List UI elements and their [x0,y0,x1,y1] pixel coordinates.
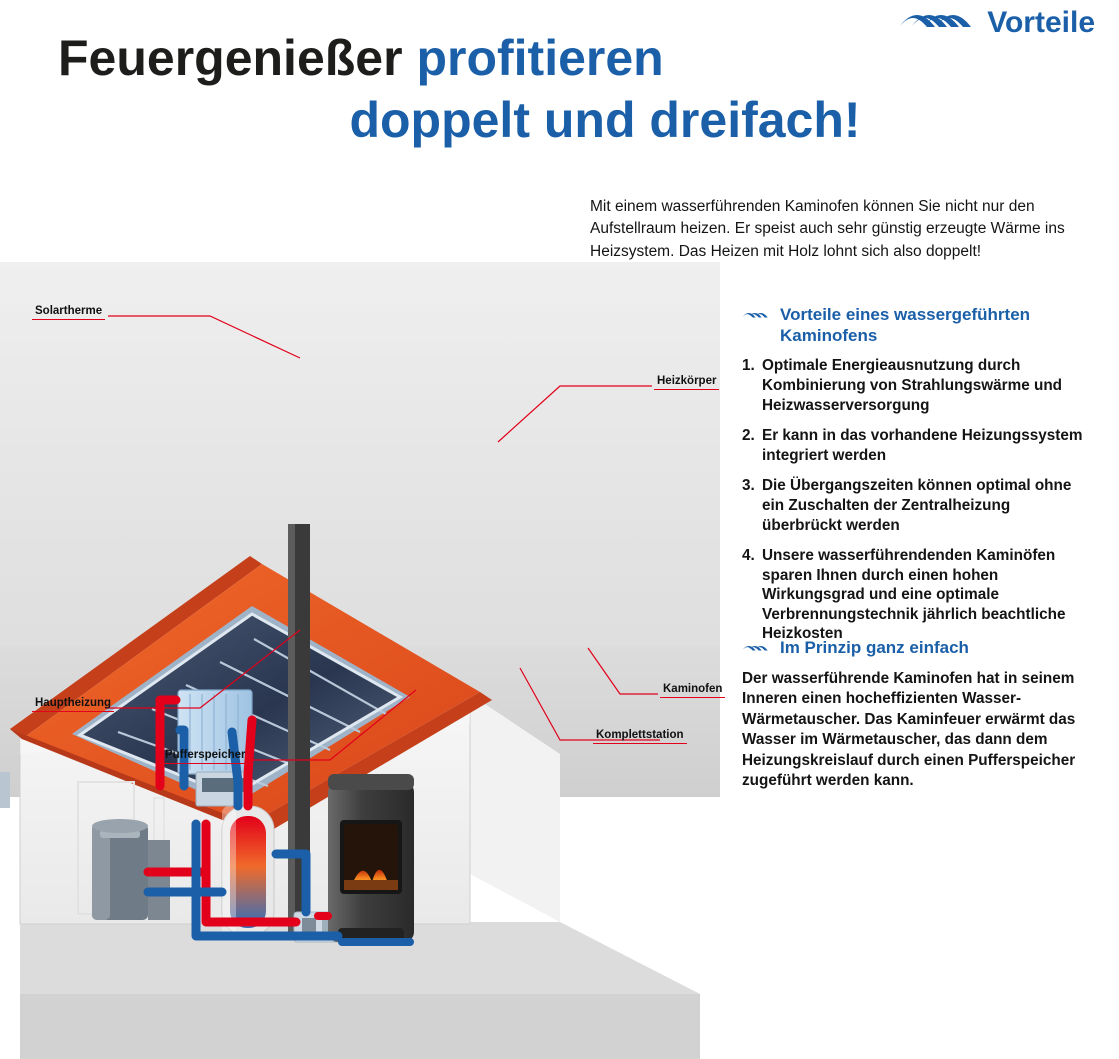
brand-title: Vorteile [987,6,1095,39]
principle-section [742,638,1092,792]
list-item: Er kann in das vorhandene Heizungssystem integriert werden [762,427,1083,464]
principle-text: Der wasserführende Kaminofen hat in seinem Inneren einen hocheffizienten Wasser-Wärmetauscher. Das Kaminfeuer erwärmt das Wasser im Wärmetauscher, das dann dem Heizungskreislauf durch einen Pufferspeicher zugeführt werden kann. [742,669,1076,790]
advantages-list [742,356,1092,644]
house-diagram [0,262,720,797]
headline-part-2: profitieren [416,30,664,86]
list-item: Unsere wasserführendenden Kaminöfen sparen Ihnen durch einen hohen Wirkungsgrad und eine optimale Verbrennungstechnik jährlich beachtliche Heizkosten [762,547,1066,643]
swoosh-lines-icon [742,309,770,323]
label-komplettstation: Komplettstation [593,728,687,744]
house-schematic-graphic [0,524,720,1059]
label-kaminofen: Kaminofen [660,682,725,698]
label-heizkoerper: Heizkörper [654,374,719,390]
page-title [0,30,1090,148]
headline-part-1: Feuergenießer [58,30,403,86]
principle-title: Im Prinzip ganz einfach [780,638,969,657]
swoosh-lines-icon [742,642,770,656]
list-item: Die Übergangszeiten können optimal ohne ein Zuschalten der Zentralheizung überbrückt werden [762,477,1072,534]
label-solartherme: Solartherme [32,304,105,320]
advantages-title: Vorteile eines wassergeführten Kaminofens [780,305,1031,345]
label-hauptheizung: Hauptheizung [32,696,114,712]
list-item: Optimale Energieausnutzung durch Kombinierung von Strahlungswärme und Heizwasserversorgung [762,357,1063,414]
label-pufferspeicher: Pufferspeicher [162,748,249,764]
headline-part-3: doppelt und dreifach! [349,92,861,148]
intro-paragraph: Mit einem wasserführenden Kaminofen können Sie nicht nur den Aufstellraum heizen. Er speist auch sehr günstig erzeugte Wärme ins Heizsystem. Das Heizen mit Holz lohnt sich also doppelt! [590,198,1065,260]
advantages-section [742,305,1092,655]
